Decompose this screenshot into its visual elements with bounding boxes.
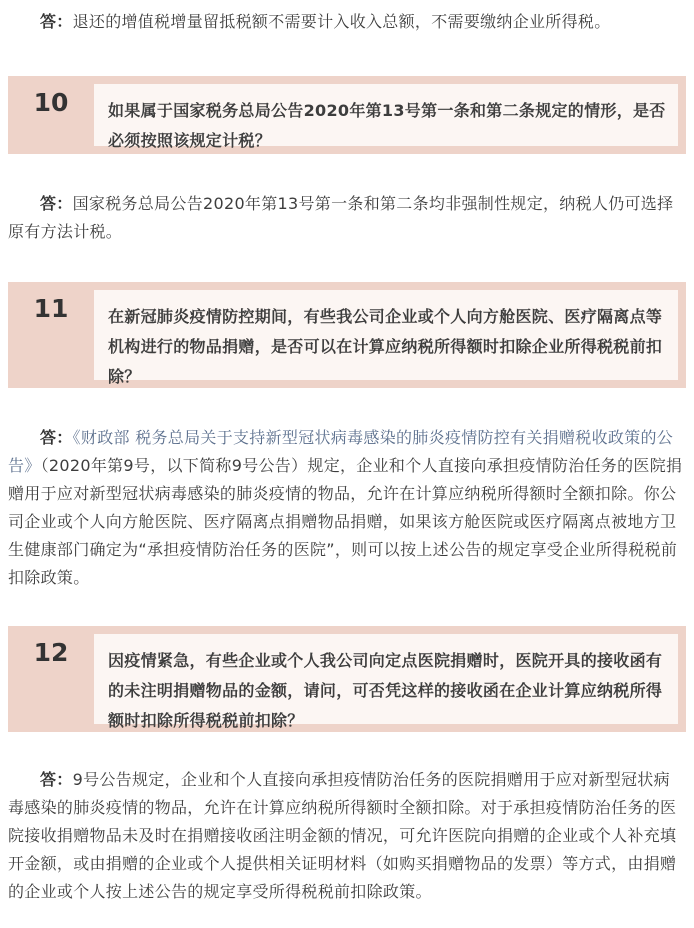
question-text: 因疫情紧急，有些企业或个人我公司向定点医院捐赠时，医院开具的接收函有的未注明捐赠物品的金额，请问，可否凭这样的接收函在企业计算应纳税所得额时扣除所得税税前扣除？ xyxy=(108,651,663,730)
answer-text: 退还的增值税增量留抵税额不需要计入收入总额，不需要缴纳企业所得税。 xyxy=(72,12,611,31)
question-number: 12 xyxy=(33,638,69,667)
answer-text: （2020年第9号，以下简称9号公告）规定，企业和个人直接向承担疫情防治任务的医院捐赠用于应对新型冠状病毒感染的肺炎疫情的物品，允许在计算应纳税所得额时全额扣除。你公司企业或个人向方舱医院、医疗隔离点捐赠物品捐赠，如果该方舱医院或医疗隔离点被地方卫生健康部门确定为“承担疫情防治任务的医院”，则可以按上述公告的规定享受企业所得税税前扣除政策。 xyxy=(8,456,683,587)
question-panel xyxy=(94,290,678,386)
question-panel xyxy=(94,84,678,150)
answer-paragraph-12 xyxy=(8,766,686,906)
question-box-12 xyxy=(8,626,686,732)
answer-label: 答： xyxy=(40,428,73,447)
answer-text: 国家税务总局公告2020年第13号第一条和第二条均非强制性规定，纳税人仍可选择原有方法计税。 xyxy=(8,194,674,241)
answer-paragraph-11 xyxy=(8,424,686,592)
question-box-10 xyxy=(8,76,686,154)
answer-label: 答： xyxy=(40,12,73,31)
answer-text: 9号公告规定，企业和个人直接向承担疫情防治任务的医院捐赠用于应对新型冠状病毒感染的肺炎疫情的物品，允许在计算应纳税所得额时全额扣除。对于承担疫情防治任务的医院接收捐赠物品未及时在捐赠接收函注明金额的情况，可允许医院向捐赠的企业或个人补充填开金额，或由捐赠的企业或个人提供相关证明材料（如购买捐赠物品的发票）等方式，由捐赠的企业或个人按上述公告的规定享受所得税税前扣除政策。 xyxy=(8,770,677,901)
answer-paragraph-10 xyxy=(8,190,686,246)
question-text: 如果属于国家税务总局公告2020年第13号第一条和第二条规定的情形，是否必须按照该规定计税？ xyxy=(108,101,666,150)
answer-label: 答： xyxy=(40,770,73,789)
question-number: 10 xyxy=(33,88,69,117)
policy-link[interactable]: 《财政部 税务总局关于支持新型冠状病毒感染的肺炎疫情防控有关捐赠税收政策的公告》 xyxy=(8,428,674,475)
question-number: 11 xyxy=(33,294,69,323)
question-panel xyxy=(94,634,678,730)
question-box-11 xyxy=(8,282,686,388)
answer-label: 答： xyxy=(40,194,73,213)
answer-paragraph-top xyxy=(8,8,686,36)
question-text: 在新冠肺炎疫情防控期间，有些我公司企业或个人向方舱医院、医疗隔离点等机构进行的物品捐赠，是否可以在计算应纳税所得额时扣除企业所得税税前扣除？ xyxy=(108,307,663,386)
